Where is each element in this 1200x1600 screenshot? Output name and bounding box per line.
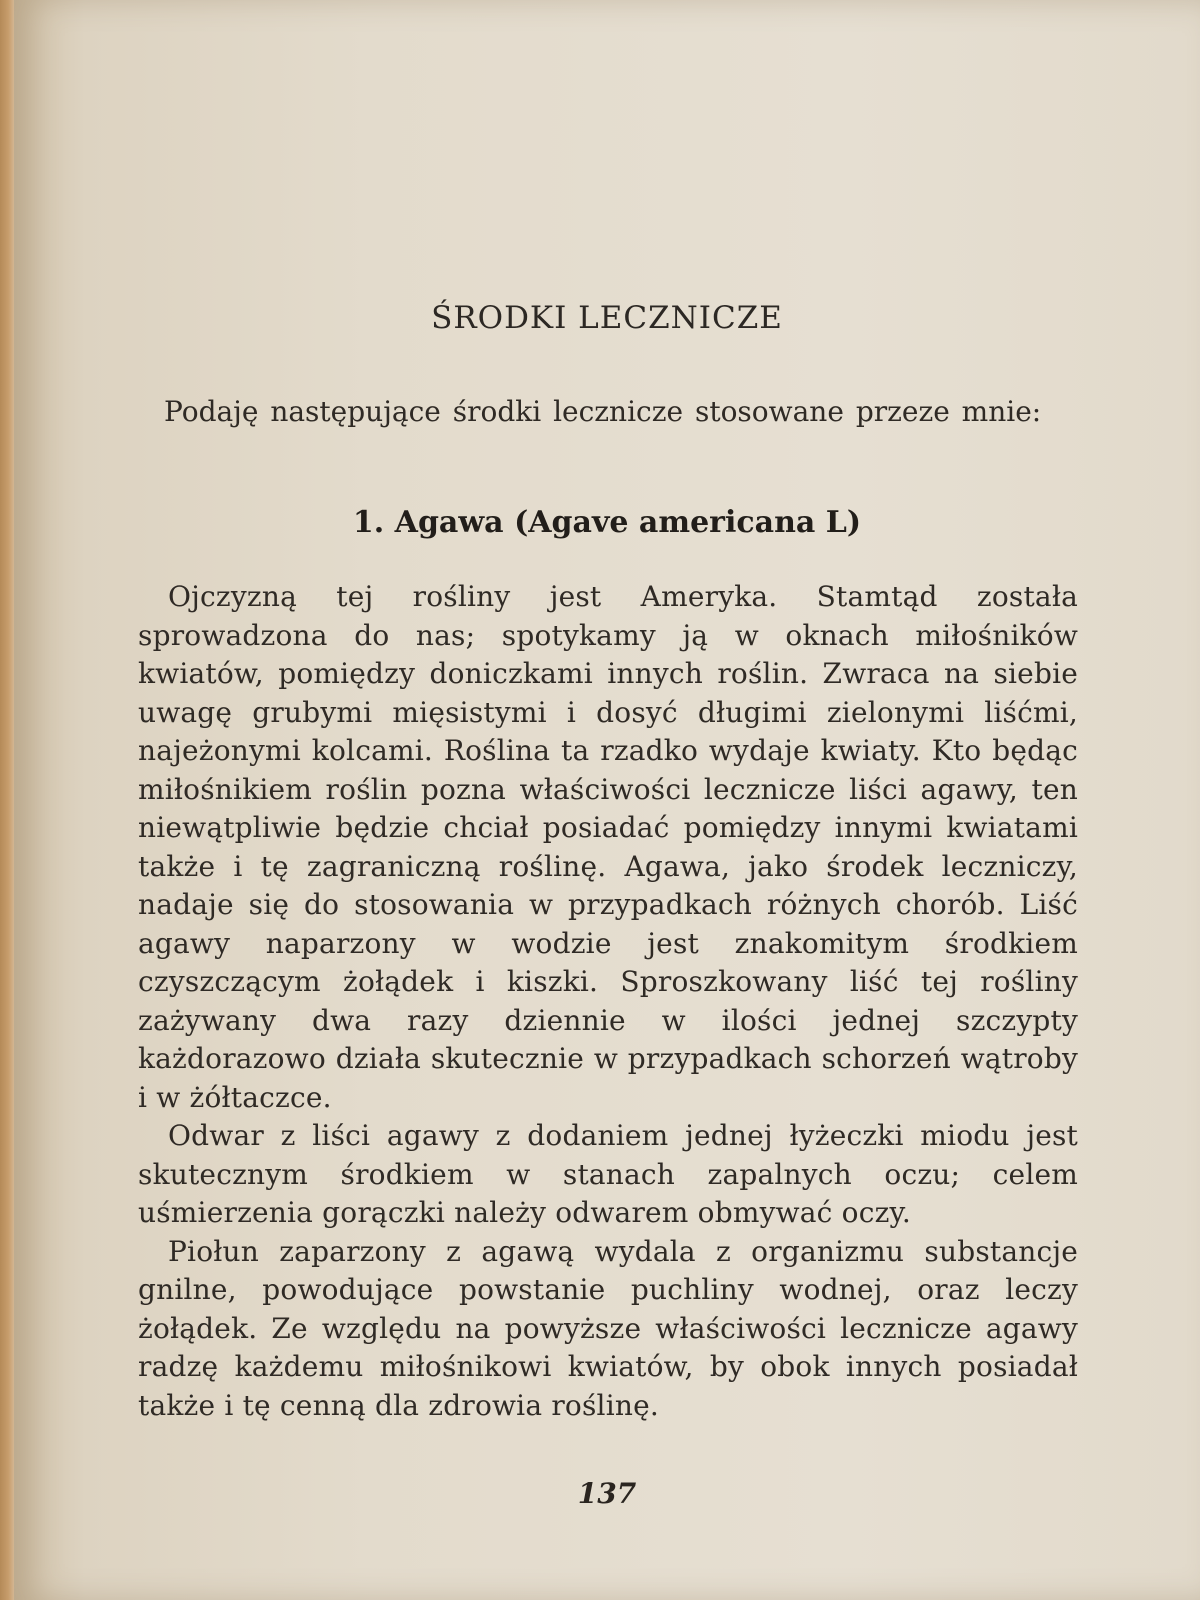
- page-edge: [0, 0, 14, 1600]
- body-paragraph-2: Odwar z liści agawy z dodaniem jednej łyżeczki miodu jest skutecznym środkiem w stanach zapalnych oczu; celem uśmierzenia gorączki należy odwarem obmywać oczy.: [138, 1119, 1078, 1229]
- intro-paragraph: Podaję następujące środki lecznicze stosowane przeze mnie:: [164, 395, 1042, 428]
- body-paragraph-1: Ojczyzną tej rośliny jest Ameryka. Stamtąd została sprowadzona do nas; spotykamy ją w oknach miłośników kwiatów, pomiędzy doniczkami innych roślin. Zwraca na siebie uwagę grubymi mięsistymi i dosyć długimi zielonymi liśćmi, najeżonymi kolcami. Roślina ta rzadko wydaje kwiaty. Kto będąc miłośnikiem roślin pozna właściwości lecznicze liści agawy, ten niewątpliwie będzie chciał posiadać pomiędzy innymi kwiatami także i tę zagraniczną roślinę. Agawa, jako środek leczniczy, nadaje się do stosowania w przypadkach różnych chorób. Liść agawy naparzony w wodzie jest znakomitym środkiem czyszczącym żołądek i kiszki. Sproszkowany liść tej rośliny zażywany dwa razy dziennie w ilości jednej szczypty każdorazowo działa skutecznie w przypadkach schorzeń wątroby i w żółtaczce.: [138, 580, 1078, 1114]
- entry-body: [138, 578, 1078, 1425]
- entry-heading: 1. Agawa (Agave americana L): [352, 505, 862, 540]
- body-paragraph-3: Piołun zaparzony z agawą wydala z organizmu substancje gnilne, powodujące powstanie puchliny wodnej, oraz leczy żołądek. Ze względu na powyższe właściwości lecznicze agawy radzę każdemu miłośnikowi kwiatów, by obok innych posiadał także i tę cenną dla zdrowia roślinę.: [138, 1234, 1078, 1422]
- section-title: ŚRODKI LECZNICZE: [431, 300, 783, 336]
- book-page: [14, 0, 1200, 1600]
- page-number: 137: [577, 1477, 637, 1510]
